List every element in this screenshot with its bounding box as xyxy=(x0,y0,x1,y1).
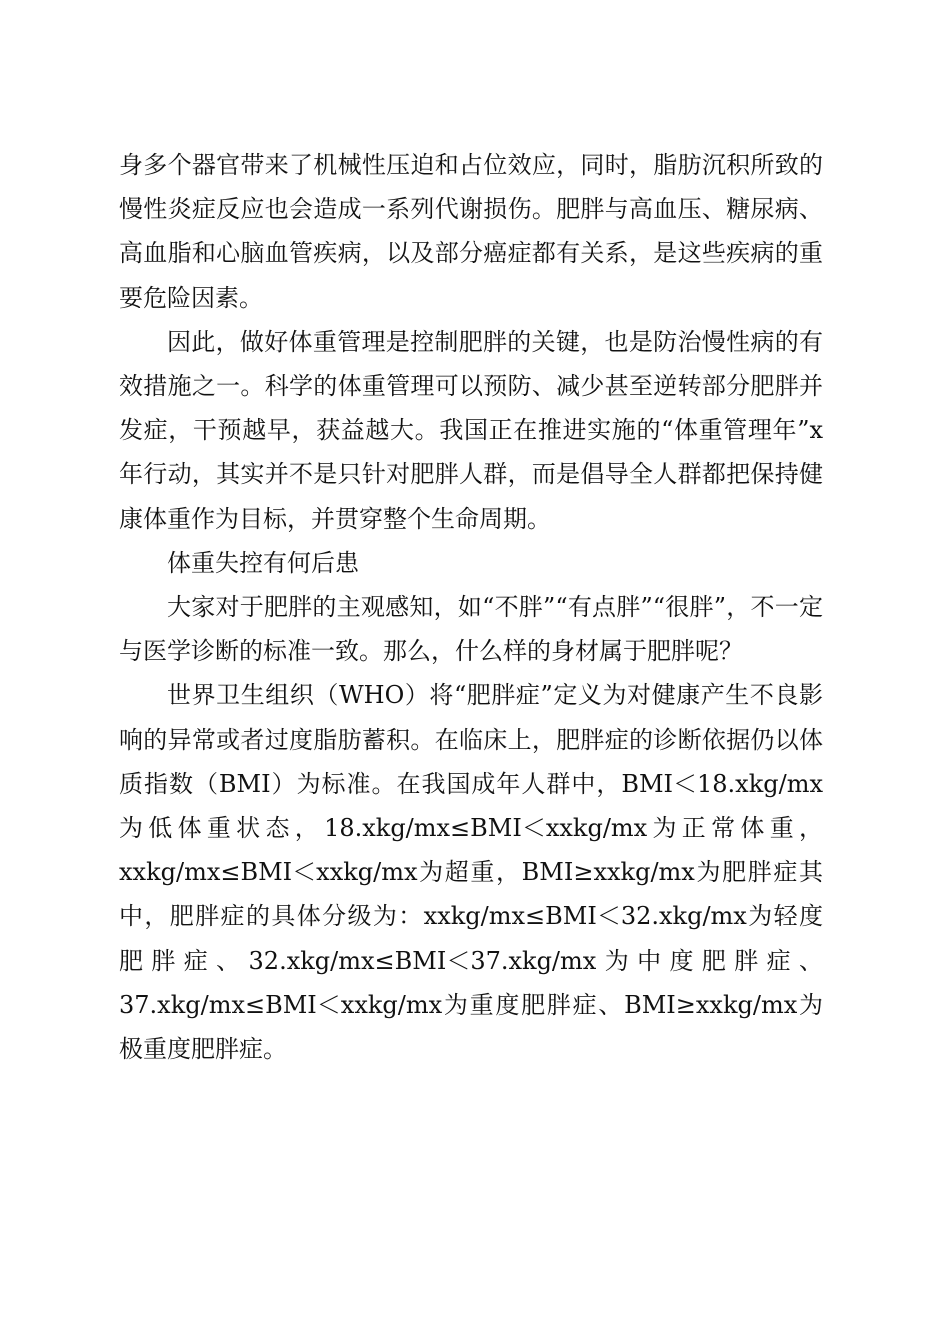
paragraph-perception: 大家对于肥胖的主观感知，如“不胖”“有点胖”“很胖”，不一定与医学诊断的标准一致。那么，什么样的身材属于肥胖呢？ xyxy=(119,593,823,666)
paragraph-continuation: 身多个器官带来了机械性压迫和占位效应，同时，脂肪沉积所致的慢性炎症反应也会造成一系列代谢损伤。肥胖与高血压、糖尿病、高血脂和心脑血管疾病，以及部分癌症都有关系，是这些疾病的重要危险因素。 xyxy=(119,151,823,312)
paragraph-who-definition: 世界卫生组织（WHO）将“肥胖症”定义为对健康产生不良影响的异常或者过度脂肪蓄积。在临床上，肥胖症的诊断依据仍以体质指数（BMI）为标准。在我国成年人群中，BMI＜18.xkg/mx为低体重状态，18.xkg/mx≤BMI＜xxkg/mx为正常体重，xxkg/mx≤BMI＜xxkg/mx为超重，BMI≥xxkg/mx为肥胖症其中，肥胖症的具体分级为：xxkg/mx≤BMI＜32.xkg/mx为轻度肥胖症、32.xkg/mx≤BMI＜37.xkg/mx为中度肥胖症、37.xkg/mx≤BMI＜xxkg/mx为重度肥胖症、BMI≥xxkg/mx为极重度肥胖症。 xyxy=(119,681,823,1064)
paragraph-weight-management: 因此，做好体重管理是控制肥胖的关键，也是防治慢性病的有效措施之一。科学的体重管理可以预防、减少甚至逆转部分肥胖并发症，干预越早，获益越大。我国正在推进实施的“体重管理年”x年行动，其实并不是只针对肥胖人群，而是倡导全人群都把保持健康体重作为目标，并贯穿整个生命周期。 xyxy=(119,327,823,533)
document-body xyxy=(119,143,823,1071)
section-heading: 体重失控有何后患 xyxy=(167,548,359,577)
